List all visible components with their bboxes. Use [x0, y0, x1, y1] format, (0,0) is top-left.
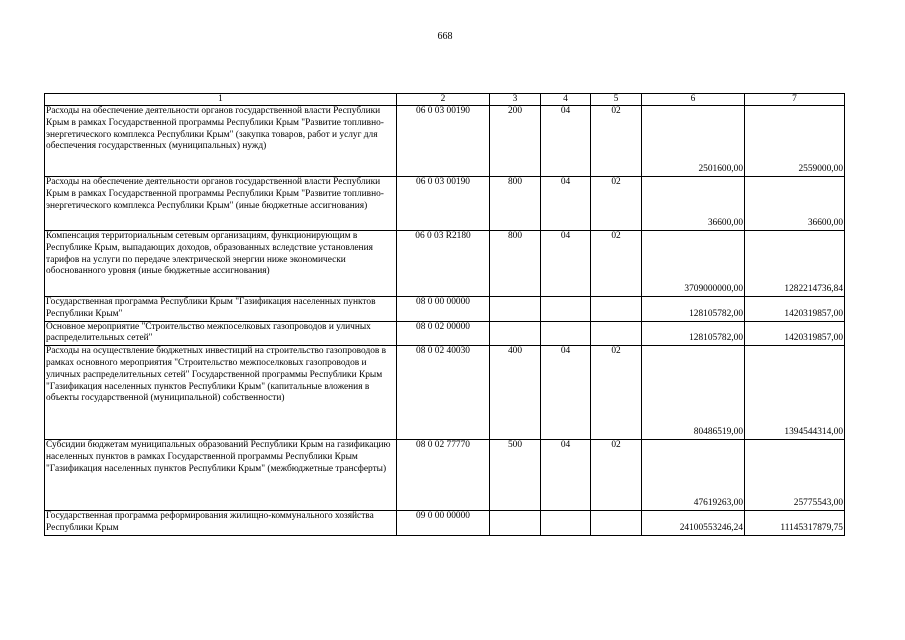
row-name-cell: Субсидии бюджетам муниципальных образований Республики Крым на газификацию населенных пунктов в рамках Государственной программы Республики Крым "Газификация населенных пунктов Республики Крым" (межбюджетные трансферты) [45, 440, 397, 511]
table-row [45, 177, 845, 231]
row-section-cell: 04 [541, 231, 591, 297]
row-expense-type-cell: 500 [490, 440, 541, 511]
row-amount-col6-cell: 24100553246,24 [642, 511, 745, 536]
row-subsection-cell: 02 [591, 231, 642, 297]
table-row [45, 321, 845, 346]
row-subsection-cell [591, 297, 642, 322]
row-code-cell: 06 0 03 R2180 [397, 231, 490, 297]
row-code-cell: 08 0 02 77770 [397, 440, 490, 511]
row-name-cell: Основное мероприятие "Строительство межпоселковых газопроводов и уличных распределительных сетей" [45, 321, 397, 346]
row-amount-col6-cell: 36600,00 [642, 177, 745, 231]
row-amount-col6-cell: 80486519,00 [642, 346, 745, 440]
row-code-cell: 06 0 03 00190 [397, 177, 490, 231]
row-expense-type-cell: 800 [490, 231, 541, 297]
row-expense-type-cell: 400 [490, 346, 541, 440]
header-cell: 7 [745, 94, 845, 106]
page-number: 668 [437, 31, 453, 42]
row-expense-type-cell [490, 511, 541, 536]
row-section-cell: 04 [541, 106, 591, 177]
row-subsection-cell: 02 [591, 106, 642, 177]
row-code-cell: 08 0 02 40030 [397, 346, 490, 440]
row-amount-col7-cell: 1282214736,84 [745, 231, 845, 297]
row-section-cell: 04 [541, 440, 591, 511]
row-section-cell: 04 [541, 177, 591, 231]
row-name-cell: Расходы на обеспечение деятельности органов государственной власти Республики Крым в рамках Государственной программы Республики Крым "Развитие топливно-энергетического комплекса Республики Крым" (закупка товаров, работ и услуг для обеспечения государственных (муниципальных) нужд) [45, 106, 397, 177]
row-amount-col7-cell: 1420319857,00 [745, 321, 845, 346]
row-code-cell: 08 0 02 00000 [397, 321, 490, 346]
row-expense-type-cell [490, 297, 541, 322]
header-cell: 3 [490, 94, 541, 106]
header-cell: 1 [45, 94, 397, 106]
row-name-cell: Расходы на осуществление бюджетных инвестиций на строительство газопроводов в рамках основного мероприятия "Строительство межпоселковых газопроводов и уличных распределительных сетей" Государственной программы Республики Крым "Газификация населенных пунктов Республики Крым" (капитальные вложения в объекты государственной (муниципальной) собственности) [45, 346, 397, 440]
budget-table [44, 93, 845, 536]
table-row [45, 440, 845, 511]
row-expense-type-cell: 200 [490, 106, 541, 177]
row-amount-col7-cell: 2559000,00 [745, 106, 845, 177]
row-amount-col7-cell: 25775543,00 [745, 440, 845, 511]
table-row [45, 511, 845, 536]
row-amount-col6-cell: 47619263,00 [642, 440, 745, 511]
row-section-cell [541, 511, 591, 536]
row-subsection-cell [591, 321, 642, 346]
row-name-cell: Расходы на обеспечение деятельности органов государственной власти Республики Крым в рамках Государственной программы Республики Крым "Развитие топливно-энергетического комплекса Республики Крым" (иные бюджетные ассигнования) [45, 177, 397, 231]
row-subsection-cell: 02 [591, 440, 642, 511]
row-code-cell: 08 0 00 00000 [397, 297, 490, 322]
row-amount-col6-cell: 3709000000,00 [642, 231, 745, 297]
table-row [45, 297, 845, 322]
header-cell: 4 [541, 94, 591, 106]
table-row [45, 106, 845, 177]
row-section-cell [541, 321, 591, 346]
row-section-cell: 04 [541, 346, 591, 440]
row-subsection-cell: 02 [591, 177, 642, 231]
row-subsection-cell [591, 511, 642, 536]
header-cell: 2 [397, 94, 490, 106]
row-expense-type-cell [490, 321, 541, 346]
header-cell: 5 [591, 94, 642, 106]
row-section-cell [541, 297, 591, 322]
row-name-cell: Государственная программа реформирования жилищно-коммунального хозяйства Республики Крым [45, 511, 397, 536]
row-code-cell: 06 0 03 00190 [397, 106, 490, 177]
row-code-cell: 09 0 00 00000 [397, 511, 490, 536]
row-name-cell: Компенсация территориальным сетевым организациям, функционирующим в Республике Крым, выпадающих доходов, образованных вследствие установления тарифов на услуги по передаче электрической энергии ниже экономически обоснованного уровня (иные бюджетные ассигнования) [45, 231, 397, 297]
table-row [45, 231, 845, 297]
row-name-cell: Государственная программа Республики Крым "Газификация населенных пунктов Республики Крым" [45, 297, 397, 322]
table-header-row [45, 94, 845, 106]
row-amount-col7-cell: 36600,00 [745, 177, 845, 231]
row-amount-col6-cell: 128105782,00 [642, 297, 745, 322]
table-row [45, 346, 845, 440]
row-amount-col6-cell: 128105782,00 [642, 321, 745, 346]
row-amount-col7-cell: 1394544314,00 [745, 346, 845, 440]
row-amount-col7-cell: 1420319857,00 [745, 297, 845, 322]
row-amount-col6-cell: 2501600,00 [642, 106, 745, 177]
row-subsection-cell: 02 [591, 346, 642, 440]
header-cell: 6 [642, 94, 745, 106]
row-amount-col7-cell: 11145317879,75 [745, 511, 845, 536]
row-expense-type-cell: 800 [490, 177, 541, 231]
